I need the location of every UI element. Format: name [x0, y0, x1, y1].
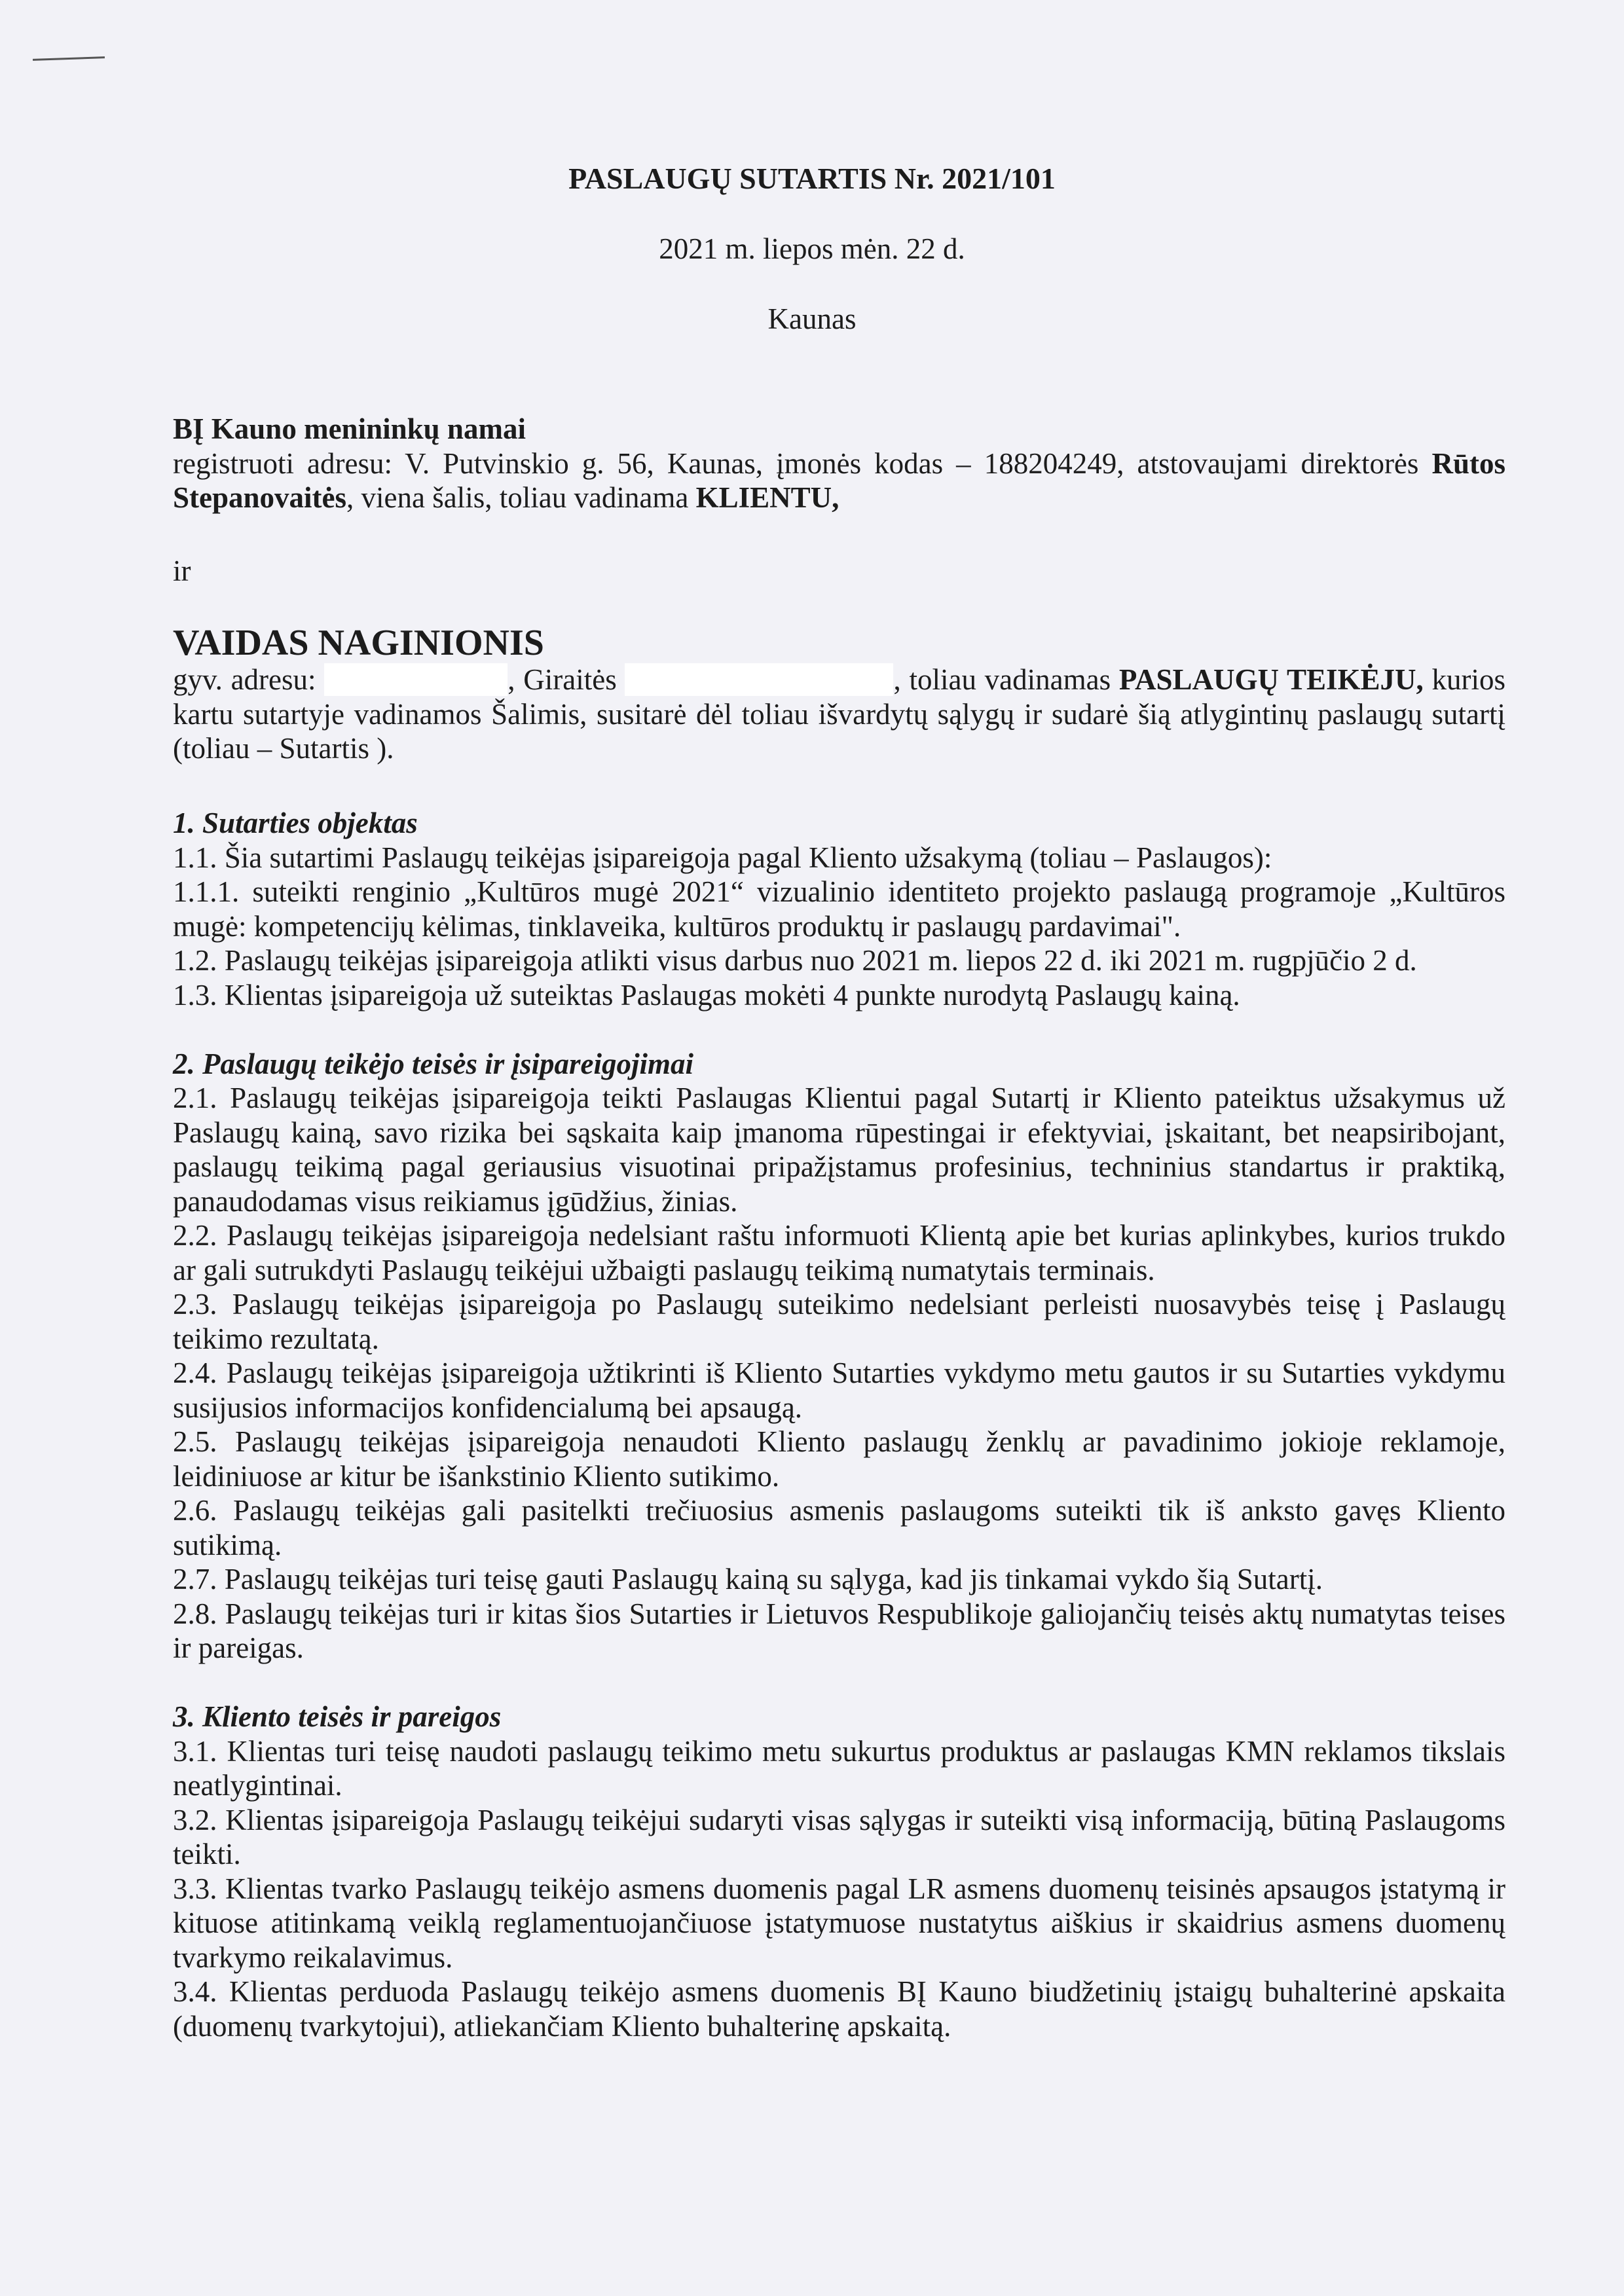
document-title: PASLAUGŲ SUTARTIS Nr. 2021/101	[568, 162, 1056, 195]
clause: 3.2. Klientas įsipareigoja Paslaugų teikėjui sudaryti visas sąlygas ir suteikti visą informaciją, būtiną Paslaugoms teikti.	[173, 1803, 1505, 1870]
clause: 2.3. Paslaugų teikėjas įsipareigoja po Paslaugų suteikimo nedelsiant perleisti nuosavybės teisę į Paslaugų teikimo rezultatą.	[173, 1288, 1505, 1355]
clause: 1.2. Paslaugų teikėjas įsipareigoja atlikti visus darbus nuo 2021 m. liepos 22 d. iki 2021 m. rugpjūčio 2 d.	[173, 944, 1417, 977]
clause: 2.1. Paslaugų teikėjas įsipareigoja teikti Paslaugas Klientui pagal Sutartį ir Kliento pateiktus užsakymus už Paslaugų kainą, savo rizika bei sąskaita kaip įmanoma rūpestingai ir efektyviai, įskaitant, bet neapsiribojant, paslaugų teikimą pagal geriausius visuotinai pripažįstamus profesinius, techninius standartus ir praktiką, panaudodamas visus reikiamus įgūdžius, žinias.	[173, 1082, 1505, 1218]
clause: 3.4. Klientas perduoda Paslaugų teikėjo asmens duomenis BĮ Kauno biudžetinių įstaigų buhalterinė apskaita (duomenų tvarkytojui), atliekančiam Kliento buhalterinę apskaitą.	[173, 1975, 1505, 2043]
provider-party	[173, 623, 1505, 766]
section-1	[173, 806, 1505, 1012]
clause: 2.4. Paslaugų teikėjas įsipareigoja užtikrinti iš Kliento Sutarties vykdymo metu gautos ir su Sutarties vykdymu susijusios informacijos konfidencialumą bei apsaugą.	[173, 1357, 1505, 1424]
client-representative: Rūtos Stepanovaitės	[173, 446, 1505, 514]
provider-role: PASLAUGŲ TEIKĖJU,	[1118, 663, 1424, 696]
client-address: registruoti adresu: V. Putvinskio g. 56, Kaunas, įmonės kodas – 188204249, atstovaujami direktorės	[173, 446, 1419, 480]
conjunction: ir	[173, 555, 191, 587]
clause: 2.7. Paslaugų teikėjas turi teisę gauti Paslaugų kainą su sąlyga, kad jis tinkamai vykdo šią Sutartį.	[173, 1563, 1323, 1595]
section-heading: 1. Sutarties objektas	[173, 807, 418, 839]
client-role: KLIENTU,	[695, 481, 840, 514]
clause: 1.1.1. suteikti renginio „Kultūros mugė 2021“ vizualinio identiteto projekto paslaugą programoje „Kultūros mugė: kompetencijų kėlimas, tinklaveika, kultūros produktų ir paslaugų pardavimai".	[173, 875, 1505, 943]
clause: 2.6. Paslaugų teikėjas gali pasitelkti trečiuosius asmenis paslaugoms suteikti tik iš anksto gavęs Kliento sutikimą.	[173, 1494, 1505, 1561]
client-desc: , viena šalis, toliau vadinama	[346, 481, 696, 514]
provider-desc: kurios kartu sutartyje vadinamos Šalimis, susitarė dėl toliau išvardytų sąlygų ir sudarė šią atlygintinų paslaugų sutartį (toliau – Sutartis ).	[173, 663, 1506, 765]
section-heading: 2. Paslaugų teikėjo teisės ir įsipareigojimai	[173, 1047, 694, 1080]
document-date: 2021 m. liepos mėn. 22 d.	[659, 232, 965, 265]
provider-address-mid: , Giraitės	[507, 663, 617, 696]
client-name: BĮ Kauno menininkų namai	[173, 412, 526, 445]
provider-address-end: , toliau vadinamas	[893, 663, 1119, 696]
redacted-block	[324, 663, 507, 696]
provider-name: VAIDAS NAGINIONIS	[173, 623, 544, 663]
clause: 1.3. Klientas įsipareigoja už suteiktas Paslaugas mokėti 4 punkte nurodytą Paslaugų kainą.	[173, 978, 1240, 1011]
document-city: Kaunas	[767, 302, 857, 335]
clause: 2.8. Paslaugų teikėjas turi ir kitas šios Sutarties ir Lietuvos Respublikoje galiojančių teisės aktų numatytas teises ir pareigas.	[173, 1597, 1505, 1664]
client-party	[173, 412, 1505, 515]
clause: 1.1. Šia sutartimi Paslaugų teikėjas įsipareigoja pagal Kliento užsakymą (toliau – Paslaugos):	[173, 841, 1272, 874]
clause: 2.2. Paslaugų teikėjas įsipareigoja nedelsiant raštu informuoti Klientą apie bet kurias aplinkybes, kurios trukdo ar gali sutrukdyti Paslaugų teikėjui užbaigti paslaugų teikimą numatytais terminais.	[173, 1219, 1505, 1286]
clause: 3.1. Klientas turi teisę naudoti paslaugų teikimo metu sukurtus produktus ar paslaugas KMN reklamos tikslais neatlygintinai.	[173, 1734, 1505, 1802]
contract-body	[173, 806, 1505, 2043]
redacted-block	[625, 663, 893, 696]
clause: 2.5. Paslaugų teikėjas įsipareigoja nenaudoti Kliento paslaugų ženklų ar pavadinimo jokioje reklamoje, leidiniuose ar kitur be išankstinio Kliento sutikimo.	[173, 1425, 1505, 1493]
pen-mark	[33, 56, 105, 61]
section-3	[173, 1700, 1505, 2043]
section-2	[173, 1047, 1505, 1666]
section-heading: 3. Kliento teisės ir pareigos	[173, 1700, 502, 1733]
provider-address-label: gyv. adresu:	[173, 663, 316, 696]
clause: 3.3. Klientas tvarko Paslaugų teikėjo asmens duomenis pagal LR asmens duomenų teisinės apsaugos įstatymą ir kituose atitinkamą veiklą reglamentuojančiuose įstatymuose nustatytus aiškius ir skaidrius asmens duomenų tvarkymo reikalavimus.	[173, 1872, 1505, 1974]
